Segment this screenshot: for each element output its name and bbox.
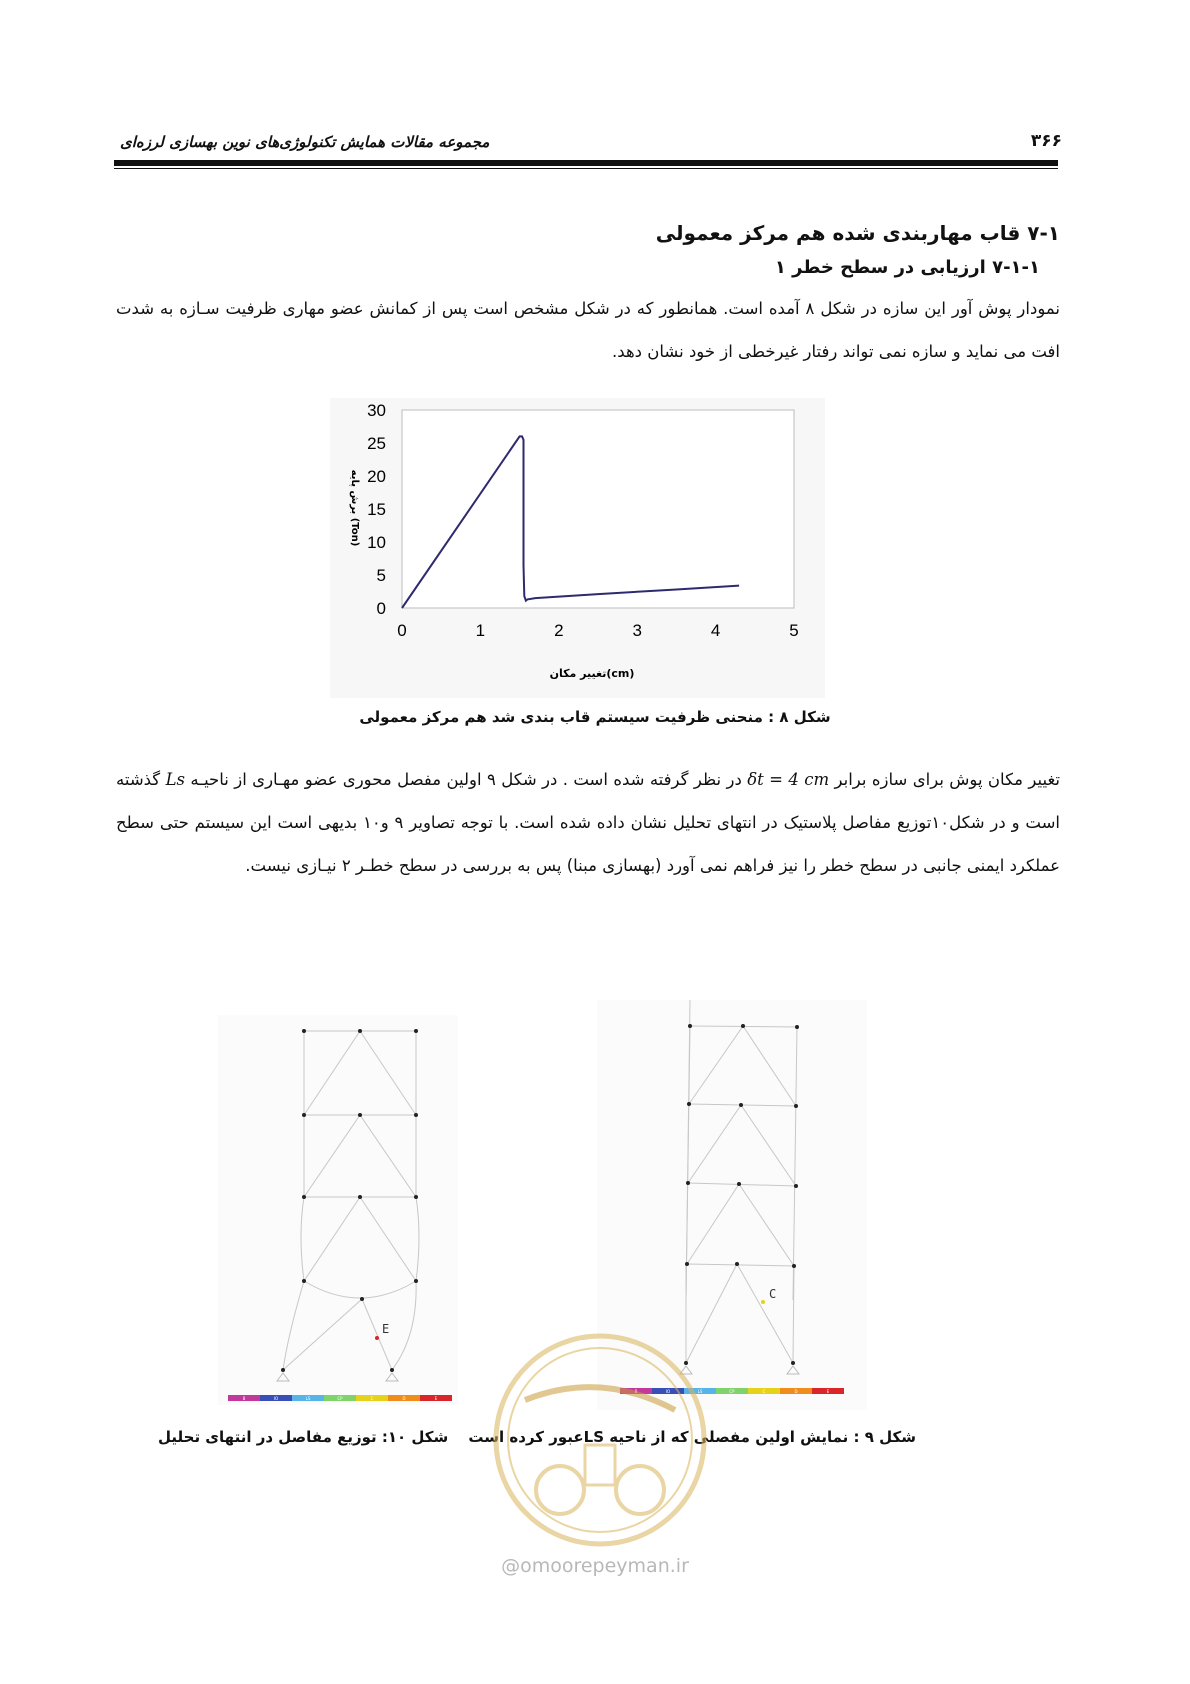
legend-label: E [434,1396,438,1401]
paragraph-2-text-b: در نظر گرفته شده است . در شکل ۹ اولین مفصل محوری عضو مهـاری از ناحیـه [190,770,742,789]
paragraph-2 [116,758,1060,887]
figure-10-background [218,1015,458,1405]
y-tick-label: 30 [367,401,386,420]
x-tick-label: 2 [554,621,564,640]
x-tick-label: 5 [789,621,799,640]
journal-title: مجموعه مقالات همایش تکنولوژی‌های نوین بهسازی لرزه‌ای [120,133,490,151]
section-subheading: ۷-۱-۱ ارزیابی در سطح خطر ۱ [774,257,1040,278]
figure-9-hinge-label: C [769,1287,777,1301]
figure-10-caption: شکل ۱۰: توزیع مفاصل در انتهای تحلیل [158,1428,449,1446]
y-tick-label: 0 [376,599,386,618]
figure-10-hinge-label: E [382,1322,390,1336]
y-tick-label: 10 [367,533,386,552]
x-tick-label: 0 [397,621,407,640]
x-tick-label: 1 [475,621,486,640]
figure-10-legend [228,1395,452,1401]
legend-label: E [826,1389,830,1394]
ls-symbol: Ls [165,770,185,789]
paragraph-1: نمودار پوش آور این سازه در شکل ۸ آمده است. همانطور که در شکل مشخص است پس از کمانش عضو مهاری ظرفیت سـازه به شدت افت می نماید و سازه نمی تواند رفتار غیرخطی از خود نشان دهد. [116,299,1060,361]
header-rule-thin [114,168,1058,169]
paragraph-2-text-a: تغییر مکان پوش برای سازه برابر [834,770,1061,789]
section-heading: ۷-۱ قاب مهاربندی شده هم مرکز معمولی [655,221,1060,245]
watermark-stamp-icon [490,1330,710,1550]
figure-10-frame [218,1015,458,1405]
formula-delta: δt = 4 cm [747,770,830,789]
pushover-chart [330,398,825,698]
paragraph-2-text-c: گذشته است و در شکل۱۰توزیع مفاصل پلاستیک در انتهای تحلیل نشان داده شده است. با توجه تصاویر ۹ و۱۰ بدیهی است این سیستم حتی سطح عملکرد ایمنی جانبی در سطح خطر را نیز فراهم نمی آورد (بهسازی مبنا) پس به بررسی در سطح خطـر ۲ نیـازی نیست. [116,770,1060,875]
legend-label: LS [697,1389,703,1394]
y-axis-label: برش پایه (Ton) [349,469,360,547]
figure-10-hinge-marker [375,1336,379,1340]
page-number: ۳۶۶ [1030,131,1062,151]
legend-label: D [402,1396,406,1401]
legend-label: CP [337,1396,343,1401]
y-tick-label: 25 [367,434,386,453]
legend-label: C [762,1389,766,1394]
legend-label: C [370,1396,374,1401]
header-rule [114,160,1058,166]
x-tick-label: 3 [632,621,642,640]
y-tick-label: 20 [367,467,386,486]
legend-label: B [242,1396,246,1401]
legend-label: LS [305,1396,311,1401]
legend-label: B [634,1389,638,1394]
x-tick-label: 4 [710,621,721,640]
y-tick-label: 5 [376,566,386,585]
legend-label: D [794,1389,798,1394]
y-tick-label: 15 [367,500,386,519]
legend-label: IO [665,1389,671,1394]
plot-area [402,410,794,608]
watermark-url: @omoorepeyman.ir [501,1555,689,1577]
legend-label: IO [273,1396,279,1401]
figure-9-hinge-marker [761,1300,765,1304]
figure-8-caption: شکل ۸ : منحنی ظرفیت سیستم قاب بندی شد هم مرکز معمولی [359,708,831,726]
figure-9-caption: شکل ۹ : نمایش اولین مفصلی که از ناحیه LSعبور کرده است [468,1428,916,1446]
x-axis-label: تغییر مکان(cm) [549,667,635,680]
legend-label: CP [729,1389,735,1394]
